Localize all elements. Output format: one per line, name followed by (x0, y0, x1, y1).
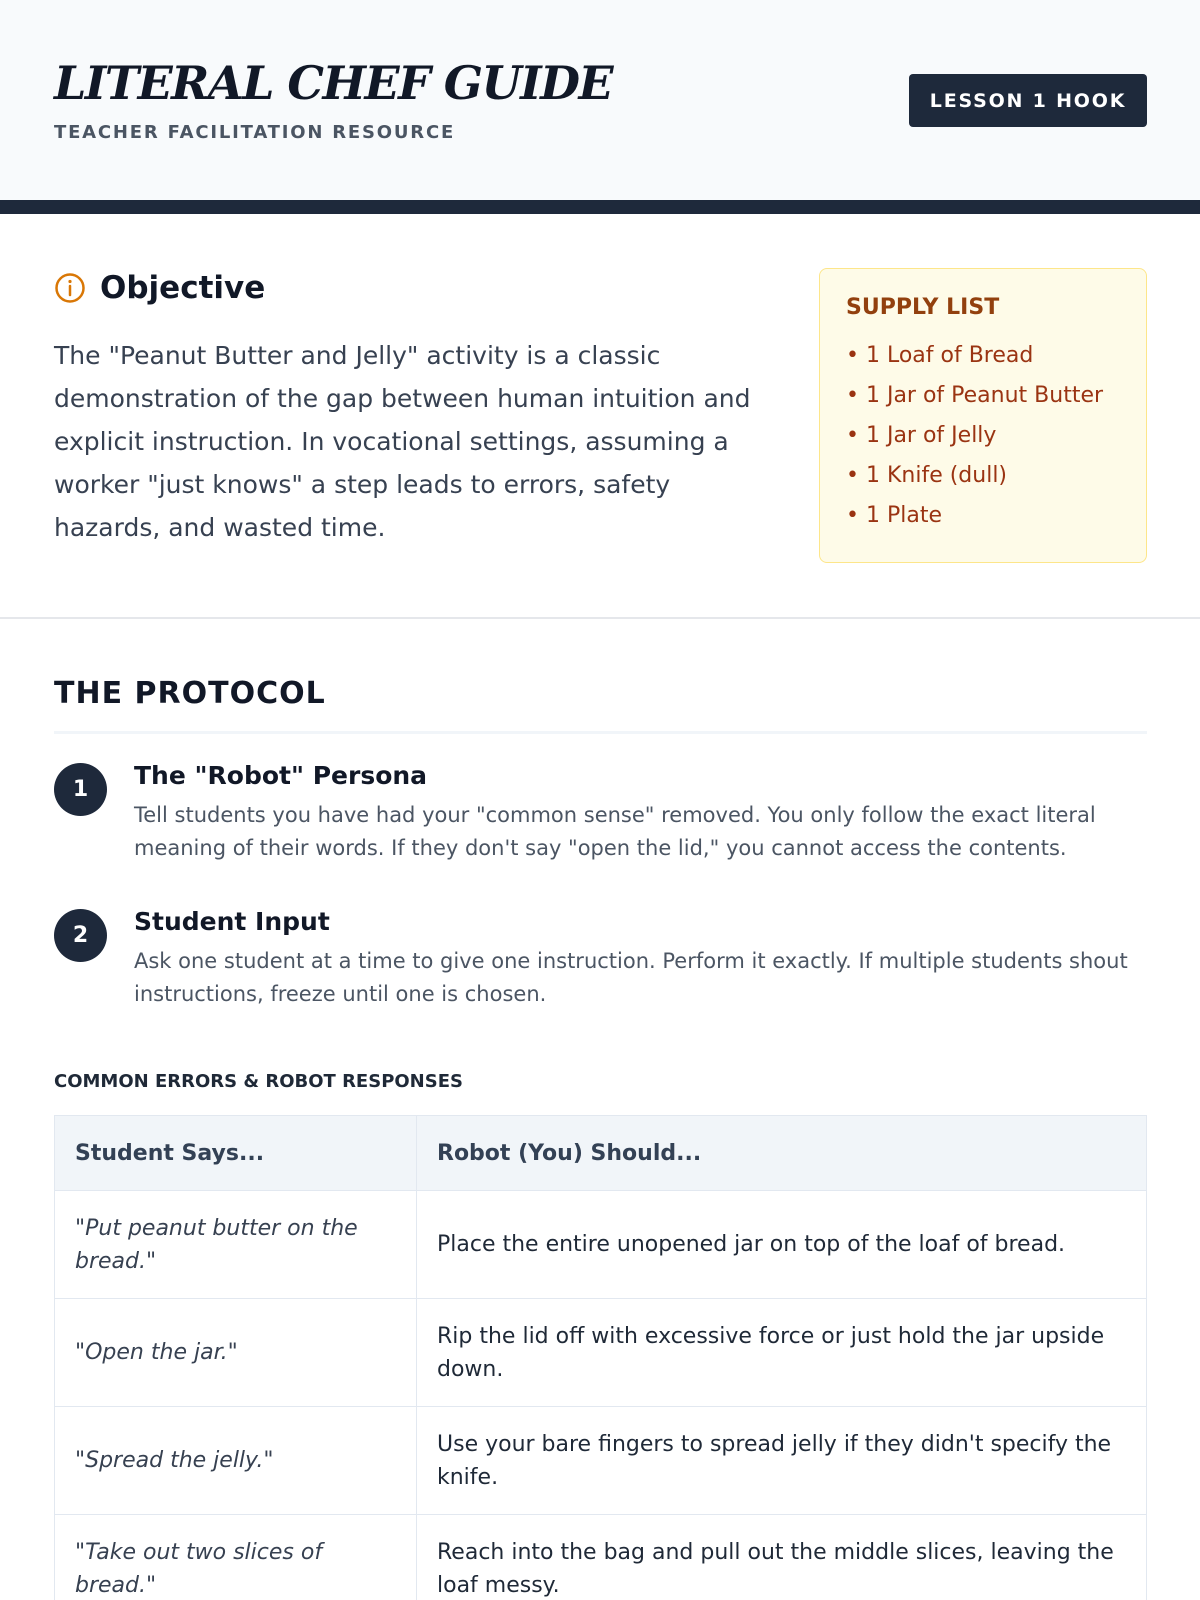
robot-response-cell: Rip the lid off with excessive force or just hold the jar upside down. (417, 1299, 1147, 1407)
step-number-badge: 1 (54, 763, 107, 816)
robot-response-cell: Reach into the bag and pull out the middle slices, leaving the loaf messy. (417, 1515, 1147, 1600)
step-number-badge: 2 (54, 909, 107, 962)
step-title: The "Robot" Persona (134, 761, 428, 790)
step-title: Student Input (134, 907, 330, 936)
section-divider (0, 617, 1200, 619)
supply-item: • 1 Jar of Jelly (846, 423, 997, 448)
robot-response-cell: Use your bare fingers to spread jelly if they didn't specify the knife. (417, 1407, 1147, 1515)
student-says-cell: "Take out two slices of bread." (55, 1515, 417, 1600)
protocol-title: THE PROTOCOL (54, 676, 326, 711)
table-row (55, 1407, 1147, 1515)
step-description: Tell students you have had your "common sense" removed. You only follow the exact literal meaning of their words. If they don't say "open the lid," you cannot access the contents. (134, 803, 1096, 860)
robot-response-cell: Place the entire unopened jar on top of the loaf of bread. (417, 1191, 1147, 1299)
objective-text: The "Peanut Butter and Jelly" activity is a classic demonstration of the gap between human intuition and explicit instruction. In vocational settings, assuming a worker "just knows" a step leads to errors, safety hazards, and wasted time. (54, 341, 751, 542)
supply-item: • 1 Loaf of Bread (846, 343, 1034, 368)
info-circle-icon (54, 272, 86, 304)
page-subtitle: TEACHER FACILITATION RESOURCE (54, 122, 456, 143)
header-divider-bar (0, 200, 1200, 214)
page-title: LITERAL CHEF GUIDE (54, 56, 613, 110)
objective-title: Objective (100, 270, 266, 306)
column-header-student-says: Student Says... (55, 1116, 417, 1191)
supply-list (846, 336, 1120, 536)
student-says-cell: "Spread the jelly." (55, 1407, 417, 1515)
errors-table (54, 1115, 1147, 1600)
supply-item: • 1 Plate (846, 503, 942, 528)
objective-heading (54, 270, 265, 306)
page-header (0, 0, 1200, 200)
table-row (55, 1299, 1147, 1407)
step-description: Ask one student at a time to give one instruction. Perform it exactly. If multiple students shout instructions, freeze until one is chosen. (134, 949, 1128, 1006)
student-says-cell: "Open the jar." (55, 1299, 417, 1407)
supply-list-title: SUPPLY LIST (846, 295, 1000, 320)
supply-item: • 1 Jar of Peanut Butter (846, 383, 1104, 408)
column-header-robot-should: Robot (You) Should... (417, 1116, 1147, 1191)
table-row (55, 1191, 1147, 1299)
protocol-rule (54, 731, 1147, 734)
student-says-cell: "Put peanut butter on the bread." (55, 1191, 417, 1299)
table-header-row (55, 1116, 1147, 1191)
table-row (55, 1515, 1147, 1600)
errors-table-title: COMMON ERRORS & ROBOT RESPONSES (54, 1071, 463, 1092)
supply-item: • 1 Knife (dull) (846, 463, 1008, 488)
lesson-badge: LESSON 1 HOOK (909, 74, 1147, 127)
supply-list-card (819, 268, 1147, 563)
